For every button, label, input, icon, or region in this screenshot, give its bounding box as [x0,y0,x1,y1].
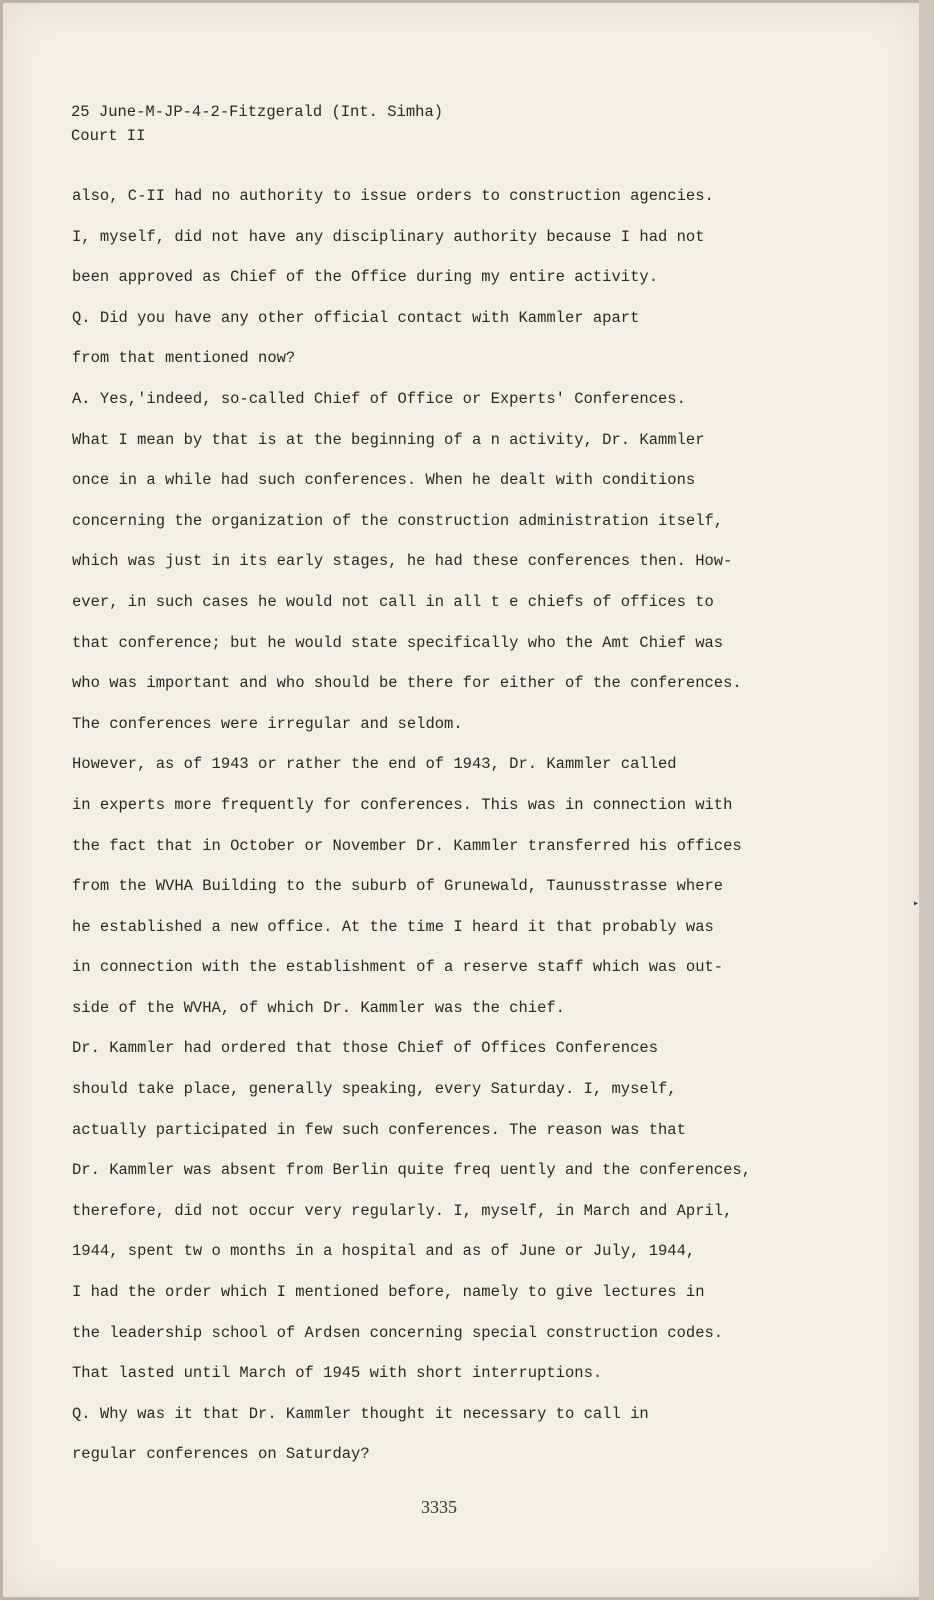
page-number: 3335 [421,1497,457,1517]
transcript-line: I, myself, did not have any disciplinary authority because I had not [72,227,705,246]
transcript-line: the fact that in October or November Dr. Kammler transferred his offices [72,836,742,855]
document-header [71,100,443,148]
transcript-line: which was just in its early stages, he had these conferences then. How- [72,552,733,571]
transcript-line: who was important and who should be there for either of the conferences. [72,674,742,693]
transcript-line: therefore, did not occur very regularly. I, myself, in March and April, [72,1201,733,1220]
transcript-body [72,176,832,1475]
transcript-line: the leadership school of Ardsen concerning special construction codes. [72,1323,724,1342]
transcript-line: However, as of 1943 or rather the end of 1943, Dr. Kammler called [72,755,677,774]
transcript-line: regular conferences on Saturday? [72,1445,370,1464]
transcript-line: from that mentioned now? [72,349,296,368]
transcript-line: from the WVHA Building to the suburb of Grunewald, Taunusstrasse where [72,877,724,896]
page-edge [919,0,934,1600]
header-court: Court II [71,127,146,145]
transcript-line: he established a new office. At the time I heard it that probably was [72,917,714,936]
transcript-line: been approved as Chief of the Office during my entire activity. [72,268,658,287]
transcript-line: that conference; but he would state specifically who the Amt Chief was [72,633,724,652]
transcript-line: side of the WVHA, of which Dr. Kammler was the chief. [72,998,565,1017]
margin-mark-icon: ▸ [913,899,920,910]
transcript-line: in connection with the establishment of a reserve staff which was out- [72,958,724,977]
transcript-line: Q. Why was it that Dr. Kammler thought it necessary to call in [72,1404,649,1423]
transcript-line: actually participated in few such conferences. The reason was that [72,1120,686,1139]
transcript-line: A. Yes,'indeed, so-called Chief of Office or Experts' Conferences. [72,389,686,408]
transcript-line: should take place, generally speaking, every Saturday. I, myself, [72,1080,677,1099]
transcript-line: I had the order which I mentioned before, namely to give lectures in [72,1283,705,1302]
transcript-line: The conferences were irregular and seldom. [72,714,463,733]
transcript-line: once in a while had such conferences. When he dealt with conditions [72,471,696,490]
transcript-line: in experts more frequently for conferences. This was in connection with [72,795,733,814]
transcript-line: concerning the organization of the construction administration itself, [72,511,724,530]
transcript-line: Q. Did you have any other official contact with Kammler apart [72,308,640,327]
transcript-line: Dr. Kammler had ordered that those Chief of Offices Conferences [72,1039,658,1058]
transcript-line: 1944, spent tw o months in a hospital and as of June or July, 1944, [72,1242,696,1261]
transcript-line: Dr. Kammler was absent from Berlin quite freq uently and the conferences, [72,1161,752,1180]
transcript-line: ever, in such cases he would not call in all t e chiefs of offices to [72,592,714,611]
transcript-line: also, C-II had no authority to issue orders to construction agencies. [72,187,714,205]
transcript-line: What I mean by that is at the beginning of a n activity, Dr. Kammler [72,430,705,449]
header-reference: 25 June-M-JP-4-2-Fitzgerald (Int. Simha) [71,103,444,121]
transcript-line: That lasted until March of 1945 with short interruptions. [72,1364,603,1383]
